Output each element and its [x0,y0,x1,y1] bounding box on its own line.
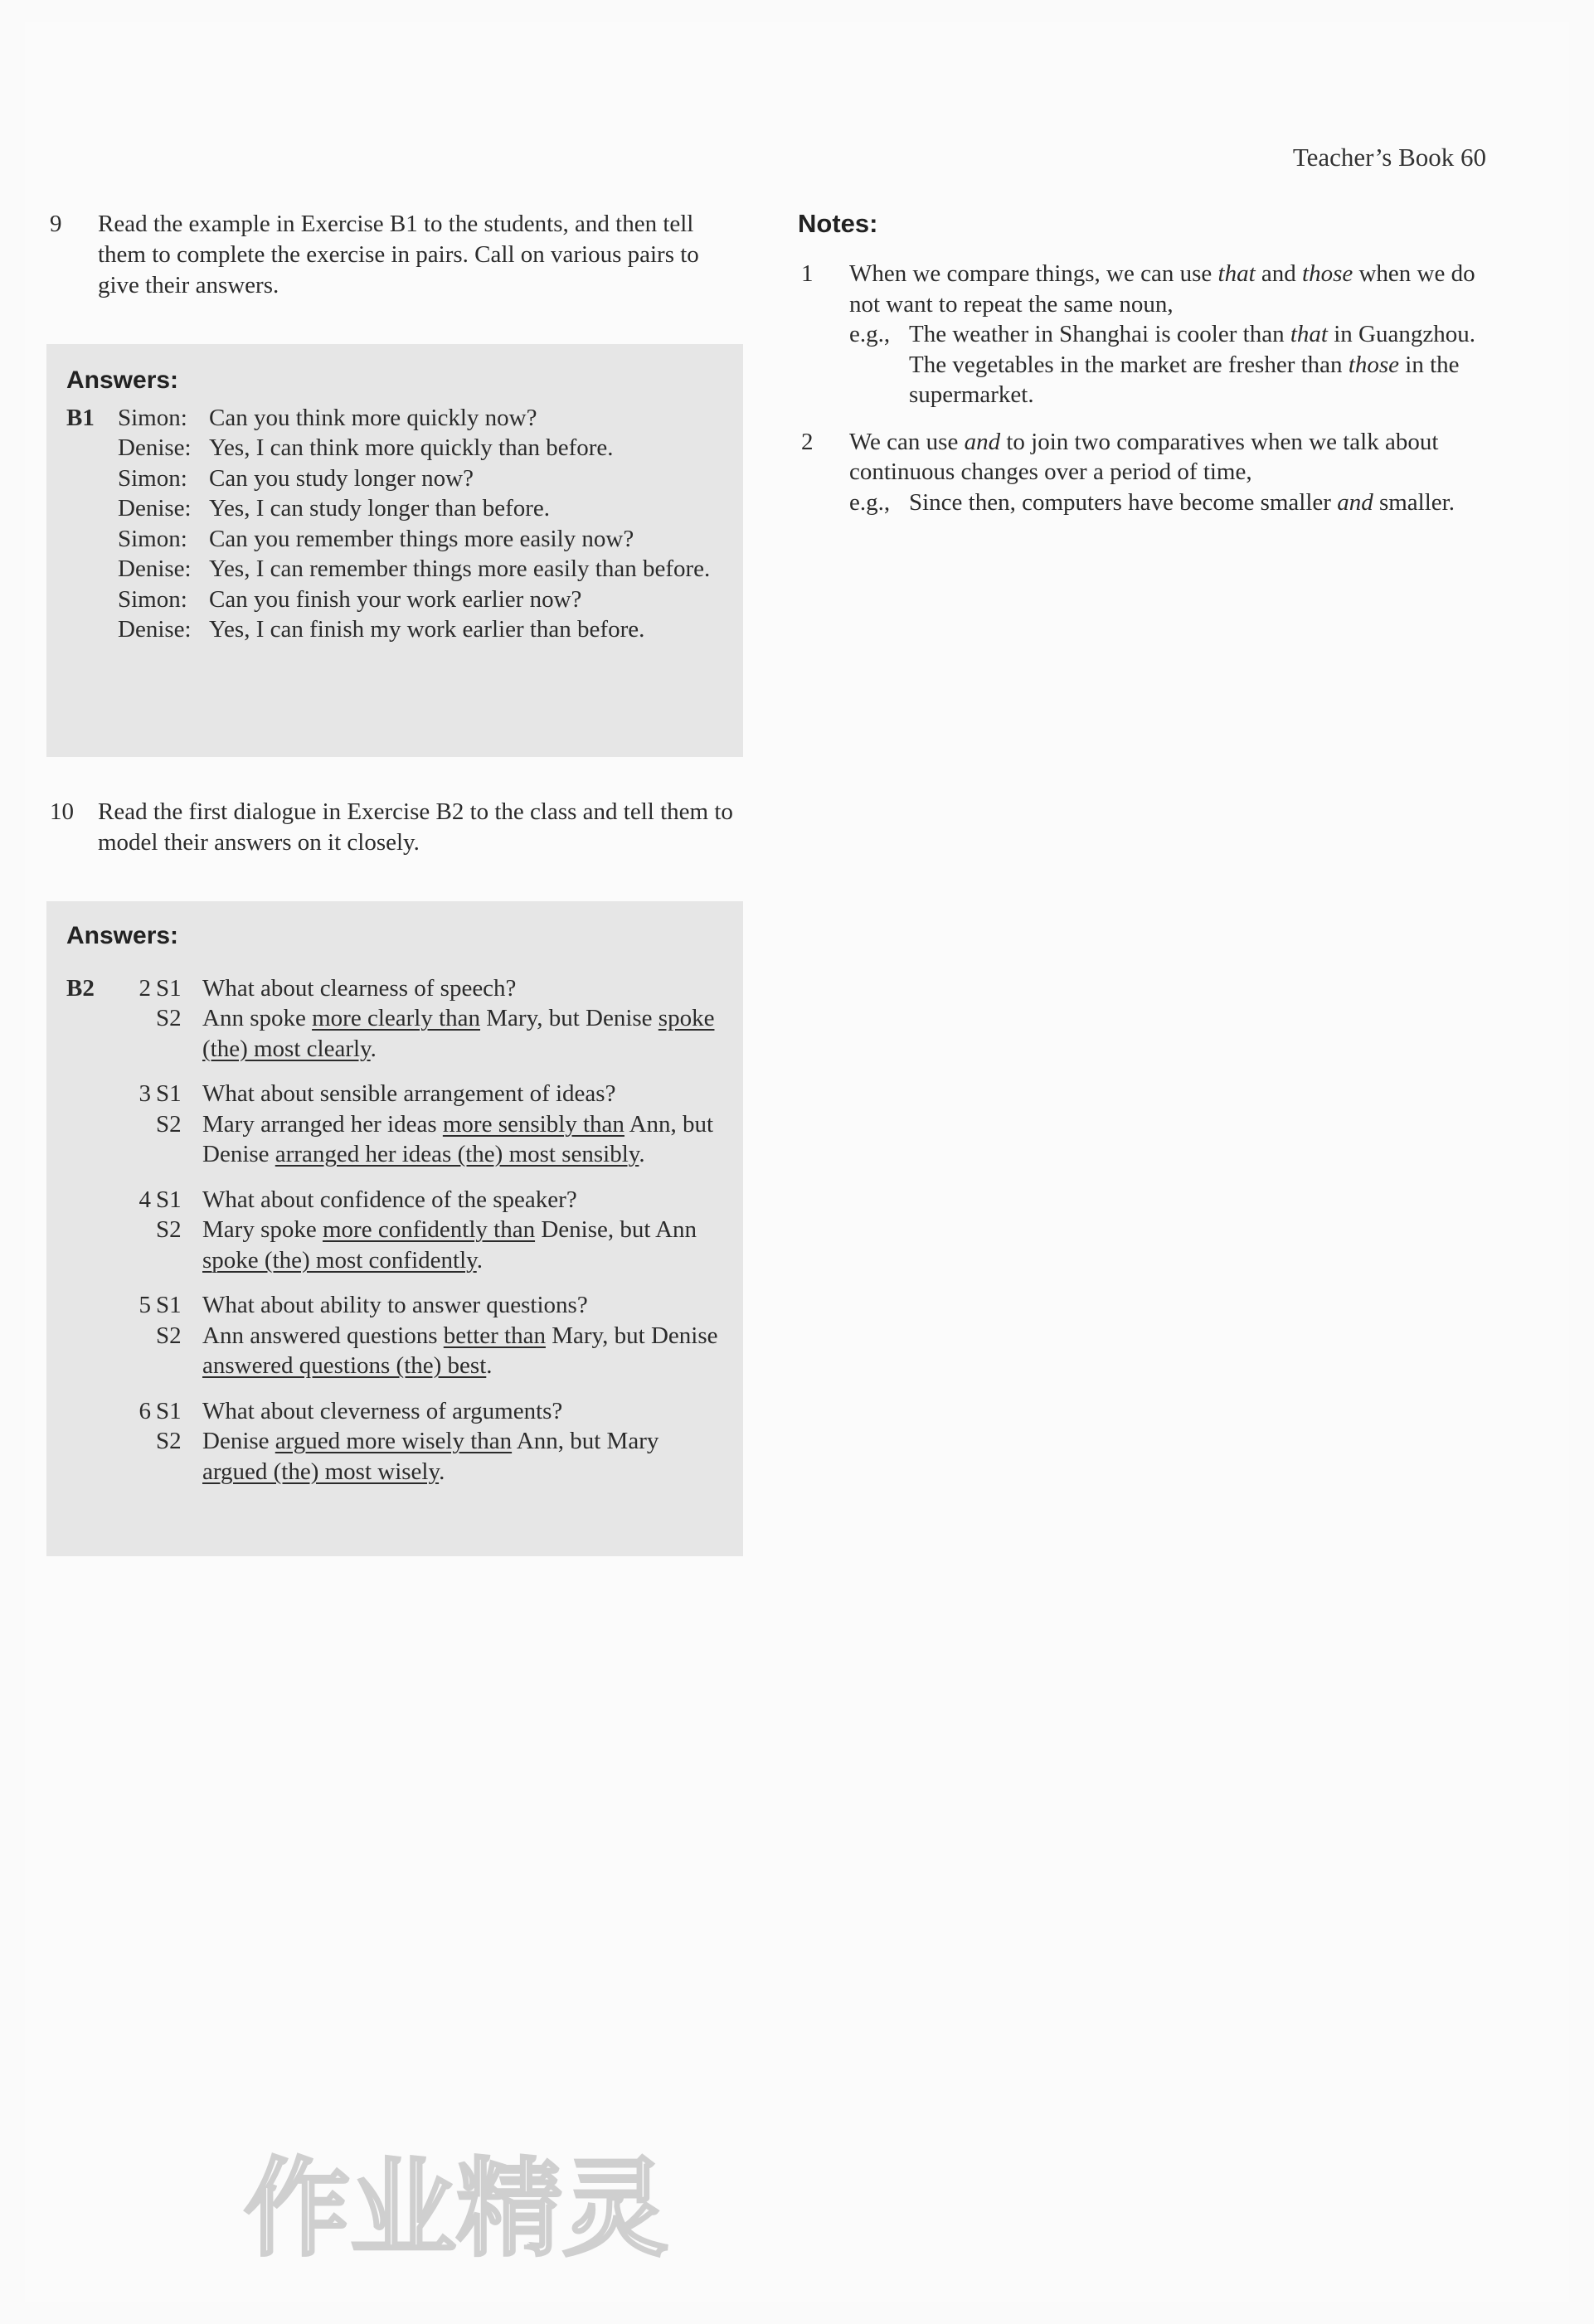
answer-row [66,433,727,463]
answer: Ann answered questions better than Mary, but Denise answered questions (the) best. [202,1322,718,1379]
example-sentence: The vegetables in the market are fresher than those in the supermarket. [909,351,1460,408]
line: Yes, I can finish my work earlier than before. [209,616,645,643]
answer-row [66,585,727,615]
watermark-logo [224,2147,688,2272]
speaker: S1 [156,1292,182,1318]
question: What about cleverness of arguments? [202,1397,563,1424]
speaker: S2 [156,1110,182,1138]
step-10 [46,797,743,858]
notes-title: Notes: [798,209,878,238]
speaker: Denise: [118,495,192,522]
right-column [798,209,1503,532]
answer: Mary arranged her ideas more sensibly than Ann, but Denise arranged her ideas (the) most sensibly. [202,1110,714,1167]
dialogue-group [66,973,727,1065]
item-number: 3 [139,1080,151,1107]
dialogue-group [66,1290,727,1381]
item-number: 4 [139,1186,151,1213]
speaker: Denise: [118,434,192,461]
example-block [849,488,1503,518]
line: Can you think more quickly now? [209,404,537,431]
step-text: Read the example in Exercise B1 to the students, and then tell them to complete the exercise in pairs. Call on various pairs to give their answers. [98,211,699,298]
speaker: S2 [156,1216,182,1243]
answer-row [66,614,727,645]
speaker: S2 [156,1322,182,1349]
step-number: 10 [50,798,74,825]
answers-box-b2 [46,901,743,1556]
watermark-text: 作业精灵 [243,2147,669,2271]
answer: Ann spoke more clearly than Mary, but Denise spoke (the) most clearly. [202,1005,715,1062]
dialogue-group [66,1396,727,1487]
item-number: 6 [139,1397,151,1424]
item-number: 2 [139,974,151,1002]
example-sentence: The weather in Shanghai is cooler than that in Guangzhou. [909,321,1475,347]
answer-row [66,463,727,494]
speaker: S2 [156,1005,182,1031]
question: What about ability to answer questions? [202,1292,588,1318]
answer-row [66,493,727,524]
speaker: Denise: [118,616,192,643]
speaker: S1 [156,1080,182,1107]
note-number: 2 [801,428,814,455]
note-1 [798,259,1503,410]
note-text: When we compare things, we can use that and those when we do not want to repeat the same noun, [849,260,1475,318]
line: Yes, I can study longer than before. [209,495,551,522]
speaker: Simon: [118,464,187,492]
answers-title: Answers: [66,366,179,394]
section-label: B2 [66,974,95,1002]
speaker: S1 [156,974,182,1002]
line: Can you remember things more easily now? [209,525,634,552]
answer: Denise argued more wisely than Ann, but Mary argued (the) most wisely. [202,1428,659,1485]
dialogue-group [66,1185,727,1276]
answer-row [66,554,727,585]
page-header: Teacher’s Book 60 [1292,143,1486,172]
speaker: Simon: [118,404,187,431]
question: What about confidence of the speaker? [202,1186,577,1213]
answer-row [66,403,727,434]
question: What about clearness of speech? [202,974,517,1002]
eg-label: e.g., [849,321,891,347]
speaker: S1 [156,1186,182,1213]
line: Yes, I can think more quickly than before. [209,434,614,461]
item-number: 5 [139,1292,151,1318]
example-sentence: Since then, computers have become smaller and smaller. [909,488,1455,516]
question: What about sensible arrangement of ideas? [202,1080,616,1107]
answers-box-b1 [46,344,743,757]
step-number: 9 [50,211,62,237]
speaker: S2 [156,1428,182,1454]
note-number: 1 [801,260,814,287]
speaker: Simon: [118,585,187,613]
left-column [46,209,743,1556]
section-label: B1 [66,404,95,431]
speaker: Denise: [118,556,192,582]
speaker: Simon: [118,525,187,552]
example-block [849,319,1503,410]
step-9 [46,209,743,301]
note-text: We can use and to join two comparatives when we talk about continuous changes over a period of time, [849,428,1439,485]
step-text: Read the first dialogue in Exercise B2 to the class and tell them to model their answers on it closely. [98,798,733,856]
line: Yes, I can remember things more easily than before. [209,556,711,582]
answer: Mary spoke more confidently than Denise, but Ann spoke (the) most confidently. [202,1216,697,1274]
line: Can you finish your work earlier now? [209,585,582,613]
eg-label: e.g., [849,488,891,516]
line: Can you study longer now? [209,464,474,492]
answers-title: Answers: [66,922,179,949]
speaker: S1 [156,1397,182,1424]
answer-row [66,524,727,555]
note-2 [798,427,1503,518]
dialogue-group [66,1079,727,1170]
